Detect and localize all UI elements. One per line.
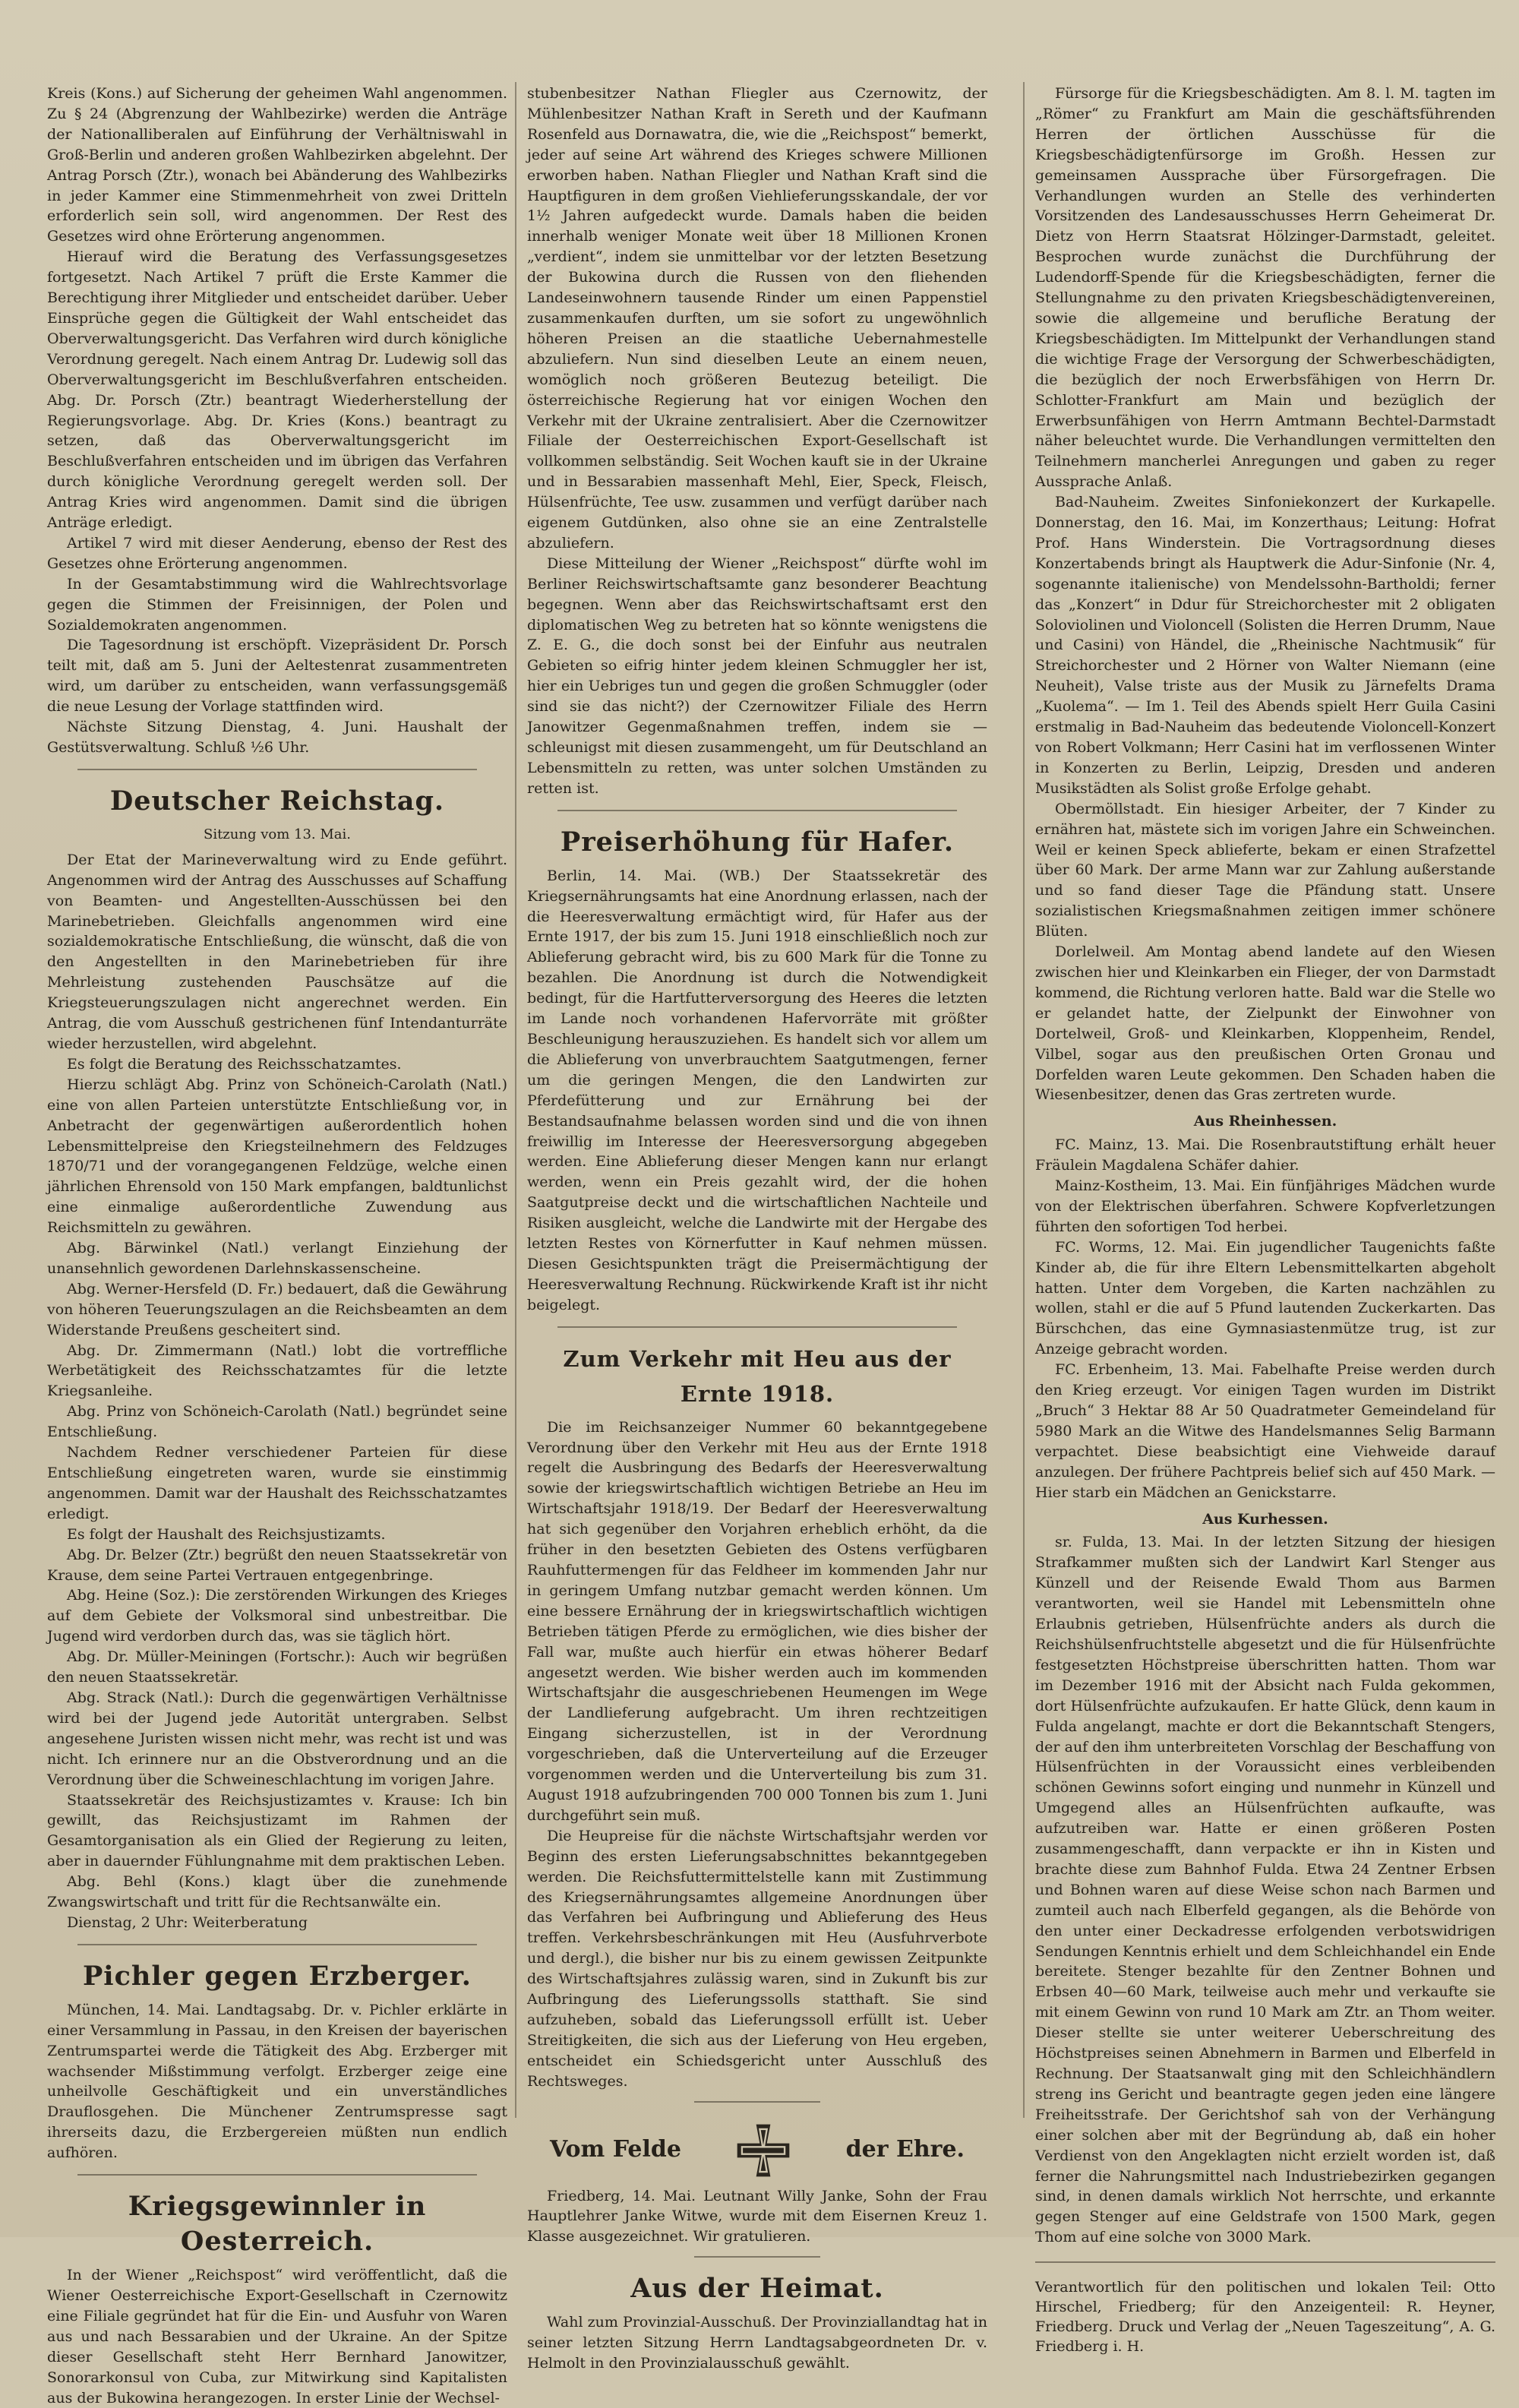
article-text: Dorlelweil. Am Montag abend landete auf den Wiesen zwischen hier und Kleinkarben ein Flieger, der von Darmstadt kommend, die Richtung verloren hatte. Bald war die Stelle wo er gelandet hatte, der Zielpunkt der Einwohner von Dortelweil, Groß- und Kleinkarben, Kloppenheim, Rendel, Vilbel, sogar aus den preußischen Orten Gronau und Dorfelden waren Leute gekommen. Den Schaden haben die Wiesenbesitzer, denen das Gras zertreten wurde. bbox=[1035, 943, 1495, 1104]
imprint-divider bbox=[1035, 2261, 1495, 2263]
article-text: Berlin, 14. Mai. (WB.) Der Staatssekretär des Kriegsernährungsamts hat eine Anordnung erlassen, nach der die Heeresverwaltung ermächtigt wird, für Hafer aus der Ernte 1917, der bis zum 15. Juni 1918 einschließlich noch zur Ablieferung gebracht wird, bis zu 600 Mark für die Tonne zu bezahlen. Die Anordnung ist durch die Notwendigkeit bedingt, für die Hartfutterversorgung des Heeres die letzten im Lande noch vorhandenen Hafervorräte mit größter Beschleunigung herauszuziehen. Es handelt sich vor allem um die Ablieferung von unverbrauchtem Saatgutmengen, ferner um die geringen Mengen, die den Landwirten zur Pferdefütterung und zur Ernährung bei der Bestandsaufnahme belassen worden sind und die von ihnen freiwillig im Interesse der Heeresversorgung abgegeben werden. Eine Ablieferung dieser Mengen kann nur erlangt werden, wenn ein Preis gezahlt wird, der die hohen Saatgutpreise deckt und die wirtschaftlichen Nachteile und Risiken ausgleicht, welche die Landwirte mit der Hergabe des letzten Restes von Körnerfutter in Kauf nehmen müssen. Diesen Gesichtspunkten trägt die Preisermächtigung der Heeresverwaltung Rechnung. Rückwirkende Kraft ist ihr nicht beigelegt. bbox=[527, 867, 987, 1313]
article-text: Abg. Dr. Zimmermann (Natl.) lobt die vortreffliche Werbetätigkeit des Reichsschatzamtes für die letzte Kriegsanleihe. bbox=[47, 1341, 507, 1400]
article-text: Artikel 7 wird mit dieser Aenderung, ebenso der Rest des Gesetzes ohne Erörterung angenommen. bbox=[47, 534, 507, 572]
article-text: Abg. Werner-Hersfeld (D. Fr.) bedauert, daß die Gewährung von höheren Teuerungszulagen an die Reichsbeamten an dem Widerstande Preußens gescheitert sind. bbox=[47, 1280, 507, 1338]
article-text: Friedberg, 14. Mai. Leutnant Willy Janke, Sohn der Frau Hauptlehrer Janke Witwe, wurde mit dem Eisernen Kreuz 1. Klasse ausgezeichnet. Wir gratulieren. bbox=[527, 2187, 987, 2245]
article-text: Abg. Dr. Müller-Meiningen (Fortschr.): Auch wir begrüßen den neuen Staatssekretär. bbox=[47, 1648, 507, 1686]
section-divider bbox=[557, 810, 957, 811]
article-text: sr. Fulda, 13. Mai. In der letzten Sitzung der hiesigen Strafkammer mußten sich der Landwirt Karl Stenger aus Künzell und der Reisende Ewald Thom aus Barmen verantworten, weil sie Handel mit Lebensmitteln ohne Erlaubnis getrieben, Hülsenfrüchte anders als durch die Reichshülsenfruchtstelle abgesetzt und die für Hülsenfrüchte festgesetzten Höchstpreise überschritten hatten. Thom war im Dezember 1916 mit der Absicht nach Fulda gekommen, dort Hülsenfrüchte aufzukaufen. Er hatte Glück, denn kaum in Fulda angelangt, machte er dort die Bekanntschaft Stengers, der auf den ihm unterbreiteten Vorschlag der Beschaffung von Hülsenfrüchten in der Voraussicht eines verbleibenden schönen Gewinns sofort einging und nunmehr in Künzell und Umgegend alles an Hülsenfrüchten aufkaufte, was aufzutreiben war. Hatte er einen größeren Posten zusammengeschafft, dann verpackte er ihn in Kisten und brachte diese zum Bahnhof Fulda. Etwa 24 Zentner Erbsen und Bohnen waren auf diese Weise schon nach Barmen und zumteil auch nach Elberfeld gegangen, als die Behörde von den unter einer Deckadresse erfolgenden verbotswidrigen Sendungen Kenntnis erhielt und dem Schleichhandel ein Ende bereitete. Stenger bezahlte für den Zentner Bohnen und Erbsen 40—60 Mark, teilweise auch mehr und verkaufte sie mit einem Gewinn von rund 10 Mark am Ztr. an Thom weiter. Dieser stellte sie unter weiterer Ueberschreitung des Höchstpreises seinen Abnehmern in Barmen und Elberfeld in Rechnung. Der Staatsanwalt ging mit den Schleichhändlern streng ins Gericht und beantragte gegen jeden eine längere Freiheitsstrafe. Der Gerichtshof sah von der Verhängung einer solchen aber mit der Begründung ab, daß ein hoher Verdienst von den Angeklagten nicht erzielt worden ist, daß ferner die Nahrungsmittel nach Industriebezirken gegangen sind, in denen damals wirklich Not herrschte, und erkannte gegen Stenger auf eine Geldstrafe von 1500 Mark, gegen Thom auf eine solche von 3000 Mark. bbox=[1035, 1534, 1495, 2246]
article-text: Abg. Strack (Natl.): Durch die gegenwärtigen Verhältnisse wird bei der Jugend jede Autorität untergraben. Selbst angesehene Juristen wissen nicht mehr, was recht ist und was nicht. Ich erinnere nur an die Obstverordnung und an die Verordnung über die Schweineschlachtung im vorigen Jahre. bbox=[47, 1689, 507, 1788]
article-text: Dienstag, 2 Uhr: Weiterberatung bbox=[67, 1913, 308, 1931]
article-text: München, 14. Mai. Landtagsabg. Dr. v. Pichler erklärte in einer Versammlung in Passau, in den Kreisen der bayerischen Zentrumspartei werde die Tätigkeit des Abg. Erzberger mit wachsender Mißstimmung verfolgt. Erzberger zeige eine unheilvolle Geschäftigkeit und ein unverständliches Drauflosgehen. Die Münchener Zentrumspresse sagt ihrerseits dazu, die Erzbergereien müßten nun endlich aufhören. bbox=[47, 2001, 507, 2162]
article-text: Nächste Sitzung Dienstag, 4. Juni. Haushalt der Gestütsverwaltung. Schluß ½6 Uhr. bbox=[47, 719, 507, 756]
article-text: Staatssekretär des Reichsjustizamtes v. Krause: Ich bin gewillt, das Reichsjustizamt im Rahmen der Gesamtorganisation als ein Glied der Regierung zu leiten, aber in dauernder Fühlungnahme mit dem praktischen Leben. bbox=[47, 1791, 507, 1870]
article-text: Nachdem Redner verschiedener Parteien für diese Entschließung eingetreten waren, wurde sie einstimmig angenommen. Damit war der Haushalt des Reichsschatzamtes erledigt. bbox=[47, 1444, 507, 1522]
article-text: Mainz-Kostheim, 13. Mai. Ein fünfjähriges Mädchen wurde von der Elektrischen überfahren. Schwere Kopfverletzungen führten den sofortigen Tod herbei. bbox=[1035, 1177, 1495, 1235]
article-text: In der Gesamtabstimmung wird die Wahlrechtsvorlage gegen die Stimmen der Freisinnigen, der Polen und Sozialdemokraten angenommen. bbox=[47, 575, 507, 634]
article-text: FC. Erbenheim, 13. Mai. Fabelhafte Preise werden durch den Krieg erzeugt. Vor einigen Tagen wurden im Distrikt „Bruch“ 3 Hektar 88 Ar 50 Quadratmeter Gemeindeland für 5980 Mark an die Witwe des Handelsmannes Selig Barmann verpachtet. Diese beabsichtigt eine Viehweide darauf anzulegen. Der frühere Pachtpreis belief sich auf 450 Mark. — Hier starb ein Mädchen an Genickstarre. bbox=[1035, 1361, 1495, 1501]
column-right bbox=[1035, 84, 1495, 2356]
article-text: Die Heupreise für die nächste Wirtschaftsjahr werden vor Beginn des ersten Lieferungsabschnittes bekanntgegeben werden. Die Reichsfuttermittelstelle kann mit Zustimmung des Kriegsernährungsamtes allgemeine Anordnungen über das Verfahren bei Aufbringung und Ablieferung des Heus treffen. Verkehrsbeschränkungen mit Heu (Ausfuhrverbote und dergl.), die bisher nur bis zu einem gewissen Zeitpunkte des Wirtschaftsjahres zulässig waren, sind in Zukunft bis zur Aufbringung des Lieferungssolls statthaft. Sie sind aufzuheben, sobald das Lieferungssoll erfüllt ist. Ueber Streitigkeiten, die sich aus der Lieferung von Heu ergeben, entscheidet ein Schiedsgericht unter Ausschluß des Rechtsweges. bbox=[527, 1827, 987, 2090]
column-middle bbox=[527, 84, 987, 2372]
article-text: In der Wiener „Reichspost“ wird veröffentlicht, daß die Wiener Oesterreichische Export-Gesellschaft in Czernowitz eine Filiale gegründet hat für die Ein- und Ausfuhr von Waren aus und nach Bessarabien und der Ukraine. An der Spitze dieser Gesellschaft steht Herr Bernhard Janowitzer, Sonorarkonsul von Cuba, zur Mitwirkung sind Kapitalisten aus der Bukowina herangezogen. In erster Linie der Wechsel- bbox=[47, 2267, 507, 2406]
section-divider bbox=[694, 2256, 820, 2258]
headline-heu: Zum Verkehr mit Heu aus der Ernte 1918. bbox=[563, 1345, 952, 1407]
section-kurhessen: Aus Kurhessen. bbox=[1202, 1510, 1328, 1528]
article-text: Obermöllstadt. Ein hiesiger Arbeiter, der 7 Kinder zu ernähren hat, mästete sich im vorigen Jahre ein Schweinchen. Weil er keinen Speck ablieferte, bekam er einen Strafzettel über 60 Mark. Der arme Mann war zur Zahlung außerstande und so fand dieser Tage die Pfändung statt. Unsere sozialistischen Kriegsmaßnahmen zeitigen immer schönere Blüten. bbox=[1035, 800, 1495, 940]
article-text: Fürsorge für die Kriegsbeschädigten. Am 8. l. M. tagten im „Römer“ zu Frankfurt am Main die geschäftsführenden Herren der örtlichen Ausschüsse für die Kriegsbeschädigtenfürsorge im Großh. Hessen zur gemeinsamen Aussprache über Fürsorgefragen. Die Verhandlungen wurden an Stelle des verhinderten Vorsitzenden des Landesausschusses Herrn Geheimerat Dr. Dietz von Herrn Staatsrat Hölzinger-Darmstadt, geleitet. Besprochen wurde zunächst die Durchführung der Ludendorff-Spende für die Kriegsbeschädigten, ferner die Stellungnahme zu den privaten Kriegsbeschädigtenvereinen, sowie die allgemeine und berufliche Beratung der Kriegsbeschädigten. Im Mittelpunkt der Verhandlungen stand die wichtige Frage der Versorgung der Schwerbeschädigten, die bezüglich der noch Erwerbsfähigen von Herrn Dr. Schlotter-Frankfurt am Main und bezüglich der Erwerbsunfähigen von Herrn Amtmann Bechtel-Darmstadt näher beleuchtet wurde. Die Verhandlungen vermittelten den Teilnehmern mancherlei Anregungen und gaben zu reger Aussprache Anlaß. bbox=[1035, 85, 1495, 491]
headline-kriegsgewinnler: Kriegsgewinnler in Oesterreich. bbox=[128, 2191, 427, 2258]
article-text: Die im Reichsanzeiger Nummer 60 bekanntgegebene Verordnung über den Verkehr mit Heu aus der Ernte 1918 regelt die Ausbringung des Bedarfs der Heeresverwaltung sowie der kriegswirtschaftlich wichtigen Betriebe an Heu im Wirtschaftsjahr 1918/19. Der Bedarf der Heeresverwaltung hat sich gegenüber den Vorjahren erheblich erhöht, da die früher in den besetzten Gebieten des Ostens verfügbaren Rauhfuttermengen für das Feldheer im kommenden Jahr nur in geringem Umfang nutzbar gemacht werden können. Um eine bessere Ernährung der in kriegswirtschaftlich wichtigen Betrieben tätigen Pferde zu ermöglichen, wie dies bisher der Fall war, mußte auch hierfür ein etwas höherer Bedarf angesetzt werden. Wie bisher werden auch im kommenden Wirtschaftsjahr die ausgeschriebenen Heumengen im Wege der Landlieferung aufgebracht. Um ihren rechtzeitigen Eingang sicherzustellen, ist in der Verordnung vorgeschrieben, daß die Unterverteilung auf die Erzeuger vorgenommen werden und die Unterverteilung bis zum 31. August 1918 aufzubringenden 700 000 Tonnen bis zum 1. Juni durchgeführt sein muß. bbox=[527, 1418, 987, 1824]
imprint: Verantwortlich für den politischen und lokalen Teil: Otto Hirschel, Friedberg; für den Anzeigenteil: R. Heyner, Friedberg. Druck und Verlag der „Neuen Tageszeitung“, A. G. Friedberg i. H. bbox=[1035, 2279, 1495, 2356]
section-divider bbox=[77, 2174, 477, 2176]
column-left bbox=[47, 84, 507, 2406]
article-text: Hierauf wird die Beratung des Verfassungsgesetzes fortgesetzt. Nach Artikel 7 prüft die Erste Kammer die Berechtigung ihrer Mitglieder und entscheidet darüber. Ueber Einsprüche gegen die Gültigkeit der Wahl entscheidet das Oberverwaltungsgericht. Das Verfahren wird durch königliche Verordnung geregelt. Nach einem Antrag Dr. Ludewig soll das Oberverwaltungsgericht im Beschlußverfahren entscheiden. Abg. Dr. Porsch (Ztr.) beantragt Wiederherstellung der Regierungsvorlage. Abg. Dr. Kries (Kons.) beantragt zu setzen, daß das Oberverwaltungsgericht im Beschlußverfahren entscheiden und im übrigen das Verfahren durch königliche Verordnung geregelt werden soll. Der Antrag Kries wird angenommen. Damit sind die übrigen Anträge erledigt. bbox=[47, 248, 507, 532]
article-text: Abg. Dr. Belzer (Ztr.) begrüßt den neuen Staatssekretär von Krause, dem seine Partei Vertrauen entgegenbringe. bbox=[47, 1546, 507, 1584]
headline-pichler: Pichler gegen Erzberger. bbox=[82, 1960, 472, 1992]
article-text: FC. Mainz, 13. Mai. Die Rosenbrautstiftung erhält heuer Fräulein Magdalena Schäfer dahier. bbox=[1035, 1136, 1495, 1174]
headline-hafer: Preiserhöhung für Hafer. bbox=[560, 826, 955, 858]
article-text: Wahl zum Provinzial-Ausschuß. Der Provinziallandtag hat in seiner letzten Sitzung Herrn Landtagsabgeordneten Dr. v. Helmolt in den Provinzialausschuß gewählt. bbox=[527, 2314, 987, 2372]
article-text: Es folgt der Haushalt des Reichsjustizamts. bbox=[67, 1525, 386, 1543]
article-text: Diese Mitteilung der Wiener „Reichspost“ dürfte wohl im Berliner Reichswirtschaftsamte ganz besonderer Beachtung begegnen. Wenn aber das Reichswirtschaftsamt erst den diplomatischen Weg zu betreten hat so könnte wenigstens die Z. E. G., die doch sonst bei der Einfuhr aus neutralen Gebieten so eifrig hinter jedem kleinen Schmuggler her ist, hier ein Uebriges tun und gegen die großen Schmuggler (oder sind sie das nicht?) der Czernowitzer Filiale des Herrn Janowitzer Gegenmaßnahmen treffen, indem sie — schleunigst mit diesen zusammengeht, um für Deutschland an Lebensmitteln zu retten, was unter solchen Umständen zu retten ist. bbox=[527, 555, 987, 797]
section-divider bbox=[77, 1944, 477, 1945]
article-text: FC. Worms, 12. Mai. Ein jugendlicher Taugenichts faßte Kinder ab, die für ihre Eltern Lebensmittelkarten abgeholt hatten. Unter dem Vorgeben, die Karten nachzählen zu wollen, stahl er die auf 5 Pfund lautenden Zuckerkarten. Das Bürschchen, das eine Gymnasiastenmütze trug, ist zur Anzeige gebracht worden. bbox=[1035, 1238, 1495, 1358]
article-text: Die Tagesordnung ist erschöpft. Vizepräsident Dr. Porsch teilt mit, daß am 5. Juni der Aeltestenrat zusammentreten wird, um darüber zu entscheiden, wann verfassungsgemäß die neue Lesung der Vorlage stattfinden wird. bbox=[47, 637, 507, 716]
article-text: Abg. Prinz von Schöneich-Carolath (Natl.) begründet seine Entschließung. bbox=[47, 1403, 507, 1441]
article-text: Der Etat der Marineverwaltung wird zu Ende geführt. Angenommen wird der Antrag des Ausschusses auf Schaffung von Beamten- und Angestellten-Ausschüssen bei den Marinebetrieben. Gleichfalls angenommen wird eine sozialdemokratische Entschließung, die wünscht, daß die von den Angestellten in den Marinebetrieben für ihre Mehrleistung zustehenden Pauschsätze auf die Kriegsteuerungszulagen nicht angerechnet werden. Ein Antrag, die vom Ausschuß gestrichenen fünf Intendanturräte wieder herzustellen, wird abgelehnt. bbox=[47, 851, 507, 1052]
section-divider bbox=[77, 769, 477, 770]
column-divider-right bbox=[1023, 82, 1025, 2118]
iron-cross-icon bbox=[734, 2121, 793, 2180]
honor-header bbox=[550, 2121, 965, 2180]
article-text: Es folgt die Beratung des Reichsschatzamtes. bbox=[67, 1055, 402, 1073]
session-date: Sitzung vom 13. Mai. bbox=[203, 826, 352, 842]
honor-left-text: Vom Felde bbox=[550, 2136, 681, 2163]
article-text: Abg. Heine (Soz.): Die zerstörenden Wirkungen des Krieges auf dem Gebiete der Volksmoral sind unbestreitbar. Die Jugend wird verdorben durch das, was sie täglich hört. bbox=[47, 1587, 507, 1645]
article-text: stubenbesitzer Nathan Fliegler aus Czernowitz, der Mühlenbesitzer Nathan Kraft in Sereth und der Kaufmann Rosenfeld aus Dornawatra, die, wie die „Reichspost“ bemerkt, jeder auf seine Art während des Krieges schwere Millionen erworben haben. Nathan Fliegler und Nathan Kraft sind die Hauptfiguren in dem großen Viehlieferungsskandale, der vor 1½ Jahren aufgedeckt wurde. Damals haben die beiden innerhalb weniger Monate weit über 18 Millionen Kronen „verdient“, indem sie unmittelbar vor der letzten Besetzung der Bukowina durch die Russen von den fliehenden Landeseinwohnern tausende Rinder um einen Pappenstiel zusammenkaufen durften, um sie sofort zu ungewöhnlich höheren Preisen an die staatliche Uebernahmestelle abzuliefern. Nun sind dieselben Leute an einem neuen, womöglich noch größeren Beutezug beteiligt. Die österreichische Regierung hat vor einigen Wochen den Verkehr mit der Ukraine zentralisiert. Aber die Czernowitzer Filiale der Oesterreichischen Export-Gesellschaft ist vollkommen selbständig. Seit Wochen kauft sie in der Ukraine und in Bessarabien massenhaft Mehl, Eier, Speck, Fleisch, Hülsenfrüchte, Tee usw. zusammen und verfügt darüber nach eigenem Gutdünken, also ohne sie an eine Zentralstelle abzuliefern. bbox=[527, 85, 987, 551]
headline-heimat: Aus der Heimat. bbox=[630, 2273, 884, 2305]
section-divider bbox=[557, 1326, 957, 1328]
column-divider-left bbox=[515, 82, 516, 2118]
article-text: Abg. Bärwinkel (Natl.) verlangt Einziehung der unansehnlich gewordenen Darlehnskassenscheine. bbox=[47, 1240, 507, 1277]
section-rheinhessen: Aus Rheinhessen. bbox=[1193, 1113, 1337, 1130]
article-text: Bad-Nauheim. Zweites Sinfoniekonzert der Kurkapelle. Donnerstag, den 16. Mai, im Konzerthaus; Leitung: Hofrat Prof. Hans Winderstein. Die Vortragsordnung dieses Konzertabends bringt als Hauptwerk die Adur-Sinfonie (Nr. 4, sogenannte italienische) von Mendelssohn-Bartholdi; ferner das „Konzert“ in Ddur für Streichorchester mit 2 obligaten Soloviolinen und Violoncell (Solisten die Herren Drumm, Naue und Casini) von Händel, die „Rheinische Nachtmusik“ für Streichorchester und 2 Hörner von Walter Niemann (eine Neuheit), Valse triste aus der Musik zu Järnefelts Drama „Kuolema“. — Im 1. Teil des Abends spielt Herr Guila Casini erstmalig in Bad-Nauheim das bedeutende Violoncell-Konzert von Robert Volkmann; Herr Casini hat im verflossenen Winter in Konzerten zu Berlin, Leipzig, Dresden und anderen Musikstädten als Solist große Erfolge gehabt. bbox=[1035, 494, 1495, 797]
section-divider bbox=[694, 2101, 820, 2103]
article-text: Abg. Behl (Kons.) klagt über die zunehmende Zwangswirtschaft und tritt für die Rechtsanwälte ein. bbox=[47, 1873, 507, 1911]
honor-right-text: der Ehre. bbox=[845, 2136, 965, 2163]
headline-reichstag: Deutscher Reichstag. bbox=[109, 785, 445, 817]
article-text: Kreis (Kons.) auf Sicherung der geheimen Wahl angenommen. Zu § 24 (Abgrenzung der Wahlbezirke) werden die Anträge der Nationalliberalen auf Einführung der Verhältniswahl in Groß-Berlin und anderen großen Wahlbezirken abgelehnt. Der Antrag Porsch (Ztr.), wonach bei Abänderung des Wahlbezirks in jeder Kammer eine Stimmenmehrheit von zwei Dritteln erforderlich sein soll, wird angenommen. Der Rest des Gesetzes wird ohne Erörterung angenommen. bbox=[47, 85, 507, 245]
article-text: Hierzu schlägt Abg. Prinz von Schöneich-Carolath (Natl.) eine von allen Parteien unterstützte Entschließung vor, in Anbetracht der gegenwärtigen außerordentlich hohen Lebensmittelpreise den Kriegsteilnehmern des Feldzuges 1870/71 und der vorangegangenen Feldzüge, welche einen jährlichen Ehrensold von 150 Mark empfangen, baldtunlichst eine einmalige außerordentliche Zuwendung aus Reichsmitteln zu gewähren. bbox=[47, 1076, 507, 1237]
